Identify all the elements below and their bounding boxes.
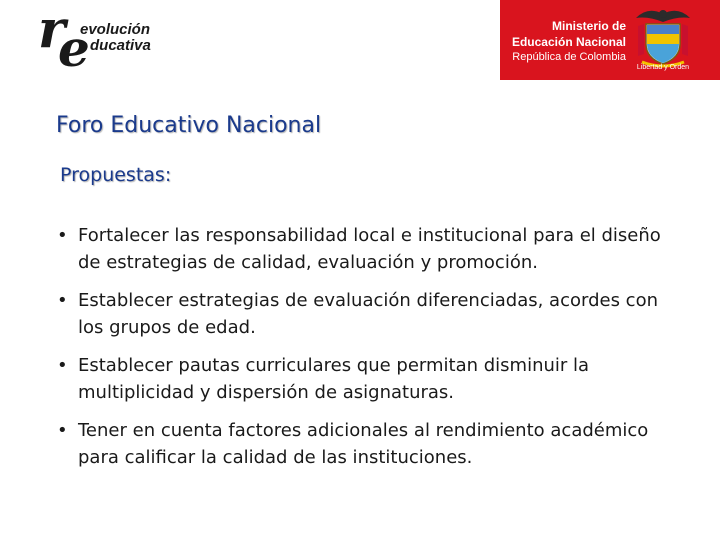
- ministry-line-1: Ministerio de: [551, 19, 626, 33]
- logo-e-letter: e: [58, 19, 90, 78]
- logo-word-educativa: ducativa: [90, 37, 151, 54]
- list-item: [56, 417, 676, 471]
- logo-r-letter: r: [38, 0, 66, 60]
- list-item-text: Establecer estrategias de evaluación diferenciadas, acordes con los grupos de edad.: [78, 290, 658, 338]
- ministry-header-bar: [500, 0, 720, 80]
- list-item-text: Tener en cuenta factores adicionales al rendimiento académico para calificar la calidad de las instituciones.: [78, 420, 649, 468]
- bullet-icon: •: [57, 420, 68, 441]
- ministry-line-2: Educación Nacional: [511, 35, 626, 49]
- ministry-motto: Libertad y Orden: [636, 64, 690, 71]
- logo-word-revolucion: evolución: [80, 21, 151, 38]
- bullet-icon: •: [57, 290, 68, 311]
- header-logo-area: [0, 0, 500, 80]
- list-item: [56, 222, 676, 276]
- ministry-line-3: República de Colombia: [512, 51, 626, 63]
- proposals-list: [56, 222, 676, 482]
- slide-title: Foro Educativo Nacional: [56, 113, 322, 138]
- revolucion-educativa-logo: [38, 0, 188, 78]
- list-item: [56, 352, 676, 406]
- slide-subtitle: Propuestas:: [60, 164, 172, 186]
- list-item-text: Fortalecer las responsabilidad local e institucional para el diseño de estrategias de calidad, evaluación y promoción.: [78, 225, 661, 273]
- ministry-text: [512, 18, 626, 64]
- list-item: [56, 287, 676, 341]
- bullet-icon: •: [57, 355, 68, 376]
- list-item-text: Establecer pautas curriculares que permitan disminuir la multiplicidad y dispersión de asignaturas.: [78, 355, 590, 403]
- bullet-icon: •: [57, 225, 68, 246]
